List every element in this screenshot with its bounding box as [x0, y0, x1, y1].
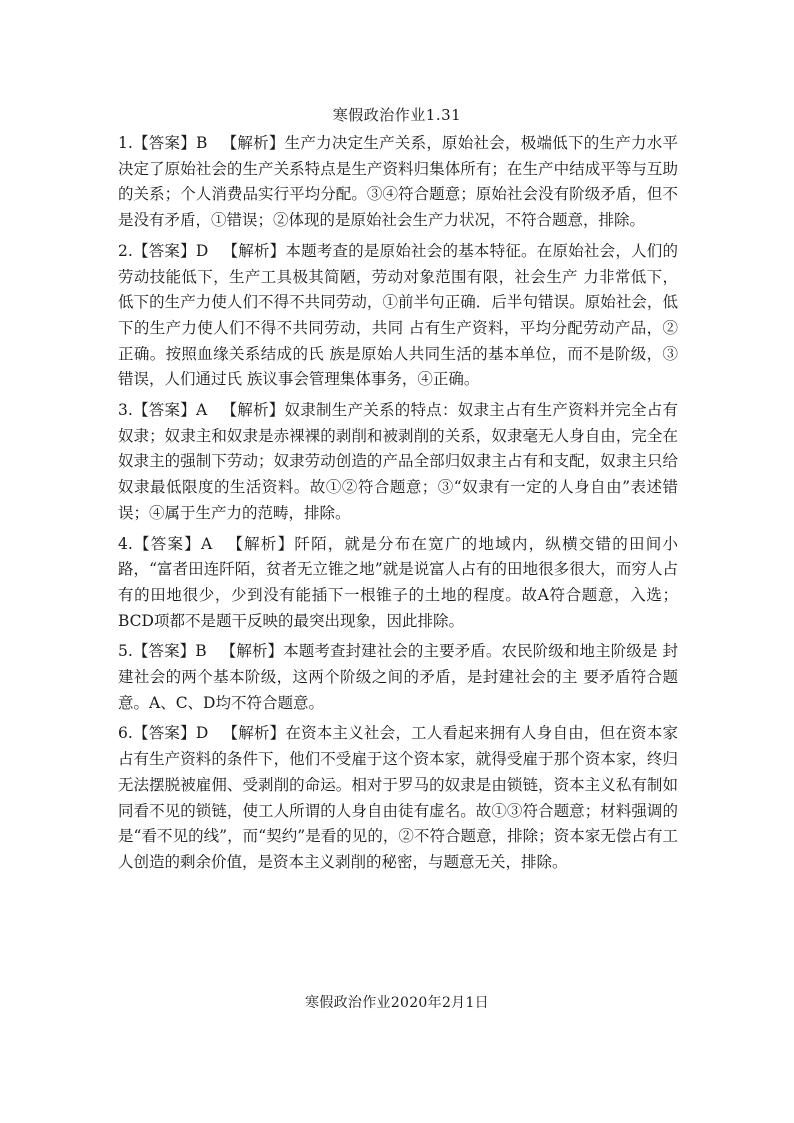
item-number: 5. — [118, 642, 133, 661]
analysis-tag: 【解析】 — [221, 134, 285, 152]
analysis-tag: 【解析】 — [222, 241, 286, 260]
answer-item-3 — [118, 398, 678, 527]
answer-item-4 — [118, 532, 678, 635]
answer-value: A — [200, 534, 213, 553]
analysis-tag: 【解析】 — [226, 534, 295, 553]
answer-value: D — [195, 241, 209, 260]
analysis-tag: 【解析】 — [220, 642, 284, 661]
answer-tag: 【答案】 — [132, 534, 201, 553]
analysis-text: 本题考查封建社会的主要矛盾。农民阶级和地主阶级是 封建社会的两个基本阶级，这两个阶级之间的矛盾，是封建社会的主 要矛盾符合题意。A、C、D均不符合题意。 — [118, 642, 678, 712]
answer-value: B — [195, 642, 207, 661]
analysis-tag: 【解析】 — [222, 724, 286, 743]
item-number: 3. — [118, 401, 133, 420]
answer-tag: 【答案】 — [132, 241, 196, 260]
analysis-text: 生产力决定生产关系，原始社会，极端低下的生产力水平决定了原始社会的生产关系特点是生产资料归集体所有；在生产中结成平等与互助的关系；个人消费品实行平均分配。③④符合题意；原始社会没有阶级矛盾，但不是没有矛盾，①错误；②体现的是原始社会生产力状况，不符合题意，排除。 — [118, 134, 678, 230]
answer-list — [118, 131, 678, 881]
answer-item-6 — [118, 721, 678, 875]
analysis-text: 阡陌，就是分布在宽广的地域内，纵横交错的田间小路，“富者田连阡陌，贫者无立锥之地”就是说富人占有的田地很多很大，而穷人占有的田地很少，少到没有能插下一根锥子的土地的程度。故A符合题意，入选；BCD项都不是题干反映的最突出现象，因此排除。 — [118, 534, 678, 630]
item-number: 6. — [118, 724, 133, 743]
document-footer: 寒假政治作业2020年2月1日 — [305, 995, 489, 1011]
answer-tag: 【答案】 — [132, 724, 196, 743]
analysis-text: 本题考查的是原始社会的基本特征。在原始社会，人们的劳动技能低下，生产工具极其简陋，劳动对象范围有限，社会生产 力非常低下，低下的生产力使人们不得不共同劳动，①前半句正确．后半句错误。原始社会，低下的生产力使人们不得不共同劳动，共同 占有生产资料，平均分配劳动产品，②正确。按照血缘关系结成的氏 族是原始人共同生活的基本单位，而不是阶级，③错误，人们通过氏 族议事会管理集体事务，④正确。 — [118, 241, 678, 389]
analysis-tag: 【解析】 — [221, 401, 285, 420]
answer-item-2 — [118, 239, 678, 393]
answer-value: A — [196, 401, 208, 420]
document-title: 寒假政治作业1.31 — [332, 106, 462, 124]
answer-tag: 【答案】 — [132, 642, 196, 661]
item-number: 4. — [118, 534, 133, 553]
analysis-text: 奴隶制生产关系的特点：奴隶主占有生产资料并完全占有奴隶；奴隶主和奴隶是赤裸裸的剥削和被剥削的关系，奴隶毫无人身自由，完全在奴隶主的强制下劳动；奴隶劳动创造的产品全部归奴隶主占有和支配，奴隶主只给奴隶最低限度的生活资料。故①②符合题意；③“奴隶有一定的人身自由”表述错误；④属于生产力的范畴，排除。 — [118, 401, 678, 522]
item-number: 2. — [118, 241, 133, 260]
answer-value: B — [196, 134, 208, 152]
answer-item-5 — [118, 639, 678, 716]
item-number: 1. — [118, 134, 133, 152]
answer-value: D — [195, 724, 209, 743]
answer-tag: 【答案】 — [132, 134, 197, 152]
answer-tag: 【答案】 — [132, 401, 197, 420]
analysis-text: 在资本主义社会，工人看起来拥有人身自由，但在资本家占有生产资料的条件下，他们不受雇于这个资本家，就得受雇于那个资本家，终归无法摆脱被雇佣、受剥削的命运。相对于罗马的奴隶是由锁链，资本主义私有制如同看不见的锁链，使工人所谓的人身自由徒有虚名。故①③符合题意；材料强调的是“看不见的线”，而“契约”是看的见的，②不符合题意，排除；资本家无偿占有工人创造的剩余价值，是资本主义剥削的秘密，与题意无关，排除。 — [118, 724, 678, 871]
answer-item-1 — [118, 131, 678, 234]
